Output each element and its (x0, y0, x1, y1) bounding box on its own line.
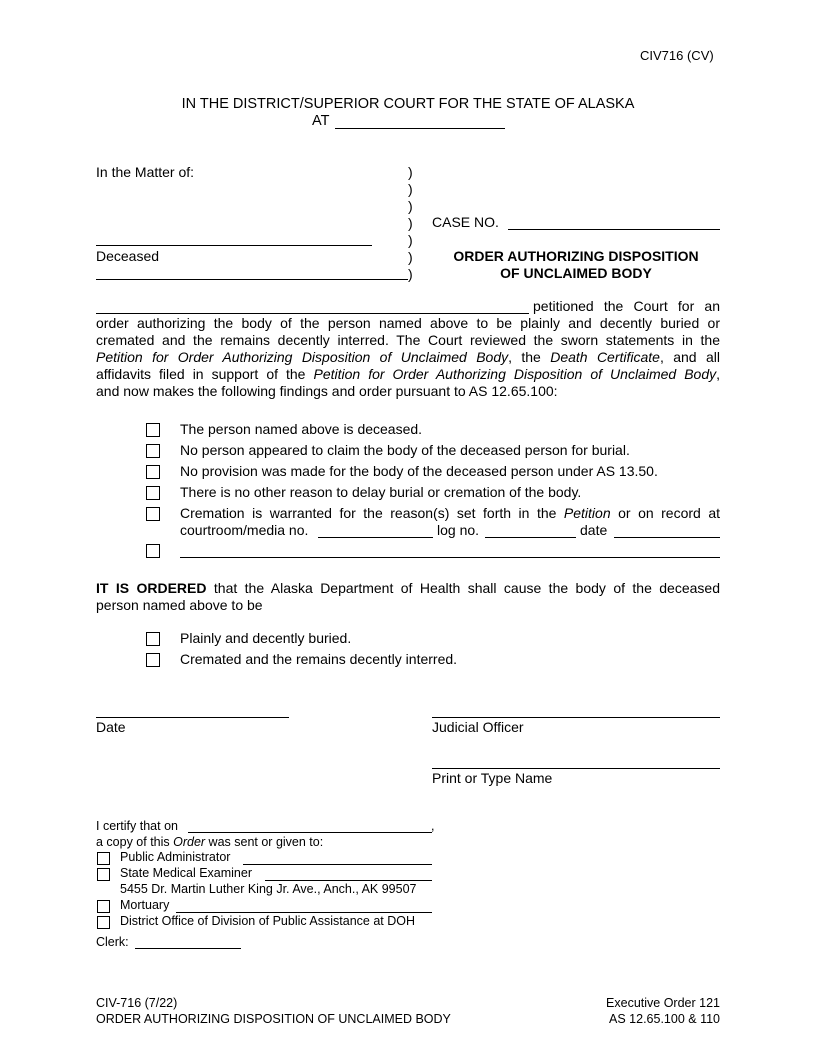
court-at-label: AT (312, 113, 330, 129)
cremation-label (180, 505, 720, 521)
order-text: person named above to be (96, 597, 263, 613)
form-code: CIV716 (CV) (640, 48, 714, 63)
petition-text-fragment: , and all (659, 349, 720, 365)
clerk-label: Clerk: (96, 935, 129, 949)
print-name-label: Print or Type Name (432, 770, 553, 786)
finding-checkbox[interactable] (146, 486, 160, 500)
public-administrator-field[interactable] (243, 864, 432, 865)
courtroom-field[interactable] (318, 537, 433, 538)
finding-label: No person appeared to claim the body of the deceased person for burial. (180, 442, 630, 458)
cremation-disposition-checkbox[interactable] (146, 653, 160, 667)
medical-examiner-field[interactable] (265, 880, 432, 881)
district-office-checkbox[interactable] (97, 916, 110, 929)
date-label: date (580, 522, 608, 538)
finding-label: No provision was made for the body of the deceased person under AS 13.50. (180, 463, 658, 479)
footer-form-number: CIV-716 (7/22) (96, 996, 178, 1010)
order-text-fragment: that the Alaska Department of Health shall cause the body of the deceased (206, 580, 720, 596)
petition-title-italic: Petition for Order Authorizing Disposition of Unclaimed Body (96, 349, 509, 365)
matter-label: In the Matter of: (96, 164, 195, 180)
document-title-line1: ORDER AUTHORIZING DISPOSITION (453, 248, 699, 264)
finding-label: The person named above is deceased. (180, 421, 423, 437)
medical-examiner-address: 5455 Dr. Martin Luther King Jr. Ave., Anch., AK 99507 (120, 882, 417, 896)
medical-examiner-checkbox[interactable] (97, 868, 110, 881)
petition-text-fragment: , (716, 366, 720, 382)
case-no-label: CASE NO. (432, 214, 499, 230)
finding-checkbox[interactable] (146, 444, 160, 458)
judicial-officer-field[interactable] (432, 717, 720, 718)
petition-text: order authorizing the body of the person named above to be plainly and decently buried or (96, 315, 720, 331)
caption-paren: ) (408, 232, 413, 248)
petition-title-italic: Petition for Order Authorizing Disposition of Unclaimed Body (313, 366, 717, 382)
footer-form-title: ORDER AUTHORIZING DISPOSITION OF UNCLAIMED BODY (96, 1012, 451, 1026)
caption-paren: ) (408, 215, 413, 231)
cremation-disposition-label: Cremated and the remains decently interred. (180, 651, 458, 667)
log-label: log no. (437, 522, 480, 538)
burial-label: Plainly and decently buried. (180, 630, 352, 646)
death-certificate-italic: Death Certificate (550, 349, 660, 365)
caption-paren: ) (408, 249, 413, 265)
petition-text (96, 366, 720, 382)
case-no-field[interactable] (508, 229, 720, 230)
finding-checkbox[interactable] (146, 465, 160, 479)
certify-label: I certify that on (96, 819, 178, 833)
document-title-line2: OF UNCLAIMED BODY (500, 265, 652, 281)
copy-sent-text (96, 835, 323, 849)
other-finding-field[interactable] (180, 557, 720, 558)
deceased-label: Deceased (96, 248, 160, 264)
public-administrator-label: Public Administrator (120, 850, 231, 864)
clerk-field[interactable] (135, 948, 241, 949)
print-name-field[interactable] (432, 768, 720, 769)
public-administrator-checkbox[interactable] (97, 852, 110, 865)
caption-paren: ) (408, 266, 413, 282)
petition-italic: Petition (563, 505, 611, 521)
court-location-field[interactable] (335, 128, 505, 129)
petitioner-field[interactable] (96, 313, 529, 314)
petition-text: cremated and the remains decently interred. The Court reviewed the sworn statements in the (96, 332, 720, 348)
finding-checkbox[interactable] (146, 423, 160, 437)
judicial-officer-label: Judicial Officer (432, 719, 524, 735)
courtroom-label: courtroom/media no. (180, 522, 309, 538)
caption-paren: ) (408, 181, 413, 197)
petition-text-fragment: affidavits filed in support of the (96, 366, 314, 382)
certify-comma: , (431, 819, 435, 833)
cremation-text: Cremation is warranted for the reason(s) set forth in the (180, 505, 564, 521)
petition-text: petitioned the Court for an (533, 298, 720, 314)
district-office-label: District Office of Division of Public Assistance at DOH (120, 914, 416, 928)
medical-examiner-label: State Medical Examiner (120, 866, 253, 880)
mortuary-field[interactable] (176, 912, 432, 913)
order-text (96, 580, 720, 596)
order-italic: Order (173, 835, 206, 849)
petition-text (96, 349, 720, 365)
mortuary-checkbox[interactable] (97, 900, 110, 913)
mortuary-label: Mortuary (120, 898, 170, 912)
certify-date-field[interactable] (188, 832, 432, 833)
copy-text-fragment: was sent or given to: (205, 835, 324, 849)
petition-text-fragment: , the (508, 349, 551, 365)
cremation-text: or on record at (610, 505, 720, 521)
other-finding-checkbox[interactable] (146, 544, 160, 558)
court-header: IN THE DISTRICT/SUPERIOR COURT FOR THE STATE OF ALASKA (181, 96, 635, 112)
petition-text: and now makes the following findings and order pursuant to AS 12.65.100: (96, 383, 558, 399)
burial-checkbox[interactable] (146, 632, 160, 646)
copy-text-fragment: a copy of this (96, 835, 174, 849)
caption-paren: ) (408, 198, 413, 214)
cremation-checkbox[interactable] (146, 507, 160, 521)
finding-label: There is no other reason to delay burial or cremation of the body. (180, 484, 582, 500)
order-bold-lead: IT IS ORDERED (96, 580, 207, 596)
signature-date-field[interactable] (96, 717, 289, 718)
signature-date-label: Date (96, 719, 126, 735)
date-field[interactable] (614, 537, 720, 538)
log-field[interactable] (485, 537, 576, 538)
decedent-name-field[interactable] (96, 245, 372, 246)
caption-bottom-rule (96, 279, 408, 280)
caption-paren: ) (408, 164, 413, 180)
footer-statute: AS 12.65.100 & 110 (609, 1012, 720, 1026)
footer-executive-order: Executive Order 121 (606, 996, 720, 1010)
